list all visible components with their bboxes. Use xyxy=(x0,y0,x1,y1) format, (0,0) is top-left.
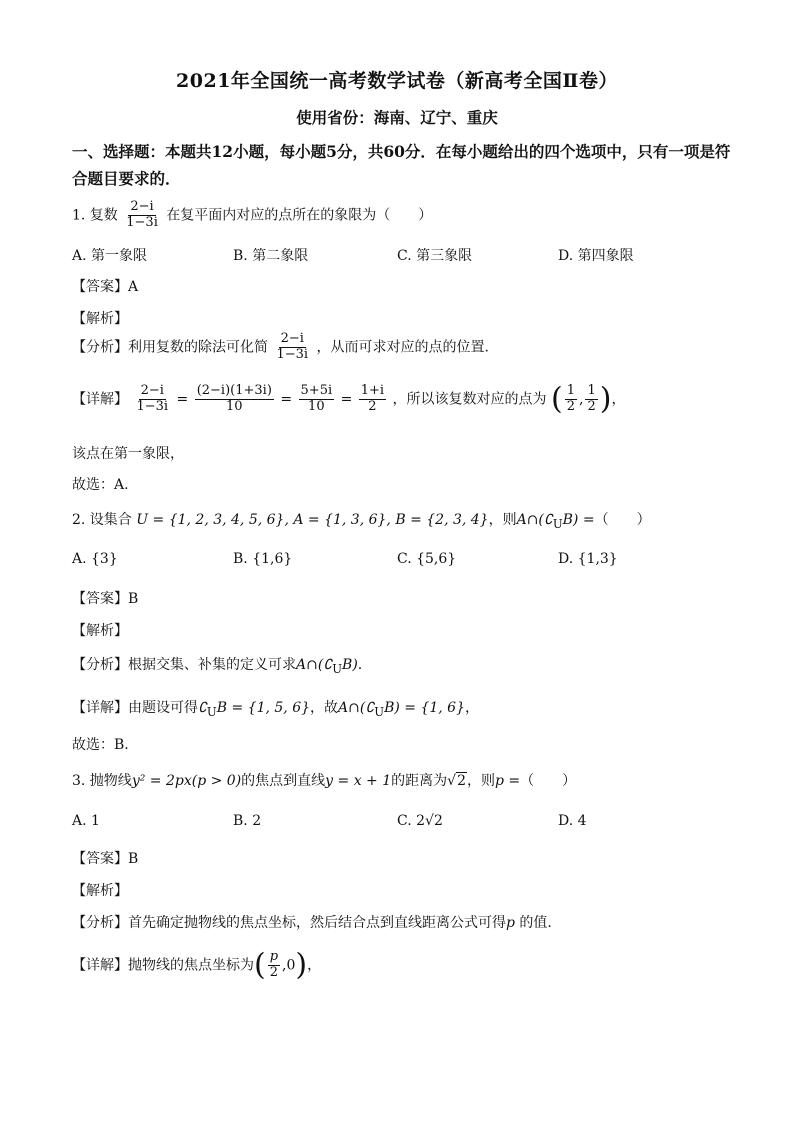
q1-analysis-label: 【解析】 xyxy=(72,311,128,327)
q2-detail: 【详解】由题设可得$∁_UB = \{1$, 5, 6}，故$A\cap(∁_UB) = \{1$, 6}， xyxy=(72,700,479,719)
page-subtitle: 使用省份：海南、辽宁、重庆 xyxy=(296,108,498,127)
q2-method: 【分析】根据交集、补集的定义可求$A\cap(∁_UB)$. xyxy=(72,657,363,676)
q3-option-a: A. 1 xyxy=(72,813,100,829)
q2-stem: 2. 设集合 U = {1, 2, 3, 4, 5, 6}, A = {1, 3, 6}, B = {2, 3, 4}，则$A\cap(∁_UB)$ =（ ） xyxy=(72,512,651,531)
q2-conclusion: 故选：B. xyxy=(72,737,129,753)
q1-fraction: $\frac{2-i}{1-3i}$ xyxy=(126,199,158,230)
q3-stem: 3. 抛物线y² = 2px(p > 0)的焦点到直线y = x + 1的距离为√2，则p =（ ） xyxy=(72,773,577,789)
q1-option-c: C. 第三象限 xyxy=(397,248,473,264)
section-heading: 一、选择题：本题共12小题，每小题5分，共60分．在每小题给出的四个选项中，只有一项是符合题目要求的． xyxy=(72,142,731,188)
q1-option-b: B. 第二象限 xyxy=(233,248,309,264)
q1-detail: 【详解】 $\frac{2-i}{1-3i}$ = $\frac{(2-i)(1+3i)}{10}$ = $\frac{5+5i}{10}$ = $\frac{1+i}{2}$ ，所以该复数对应的点为 ( $\frac{1}{2}$ , $\frac{1}{2}$ )， xyxy=(72,381,626,417)
q1-option-a: A. 第一象限 xyxy=(72,248,148,264)
q2-option-a: A. {3} xyxy=(72,551,118,567)
q1-method: 【分析】利用复数的除法可化简 $\frac{2-i}{1-3i}$ ，从而可求对应的点的位置. xyxy=(72,331,489,362)
q1-detail-line2: 该点在第一象限， xyxy=(72,446,184,462)
q3-option-c: C. 2√2 xyxy=(397,813,443,829)
q2-option-c: C. {5,6} xyxy=(397,551,457,567)
q3-detail: 【详解】抛物线的焦点坐标为( $\frac{p}{2}$ ,0)， xyxy=(72,947,322,983)
q3-analysis-label: 【解析】 xyxy=(72,883,128,899)
q2-analysis-label: 【解析】 xyxy=(72,623,128,639)
q1-answer: 【答案】A xyxy=(72,279,139,295)
q3-answer: 【答案】B xyxy=(72,851,139,867)
q3-option-b: B. 2 xyxy=(233,813,262,829)
q2-answer: 【答案】B xyxy=(72,591,139,607)
q1-conclusion: 故选：A. xyxy=(72,477,129,493)
q3-method: 【分析】首先确定抛物线的焦点坐标，然后结合点到直线距离公式可得p 的值. xyxy=(72,915,552,931)
q1-stem: 1. 复数 $\frac{2-i}{1-3i}$ 在复平面内对应的点所在的象限为（ ） xyxy=(72,199,433,230)
q3-option-d: D. 4 xyxy=(558,813,587,829)
q1-option-d: D. 第四象限 xyxy=(558,248,634,264)
q2-option-b: B. {1,6} xyxy=(233,551,293,567)
page-title: 2021年全国统一高考数学试卷（新高考全国Ⅱ卷） xyxy=(176,70,618,92)
q2-option-d: D. {1,3} xyxy=(558,551,618,567)
